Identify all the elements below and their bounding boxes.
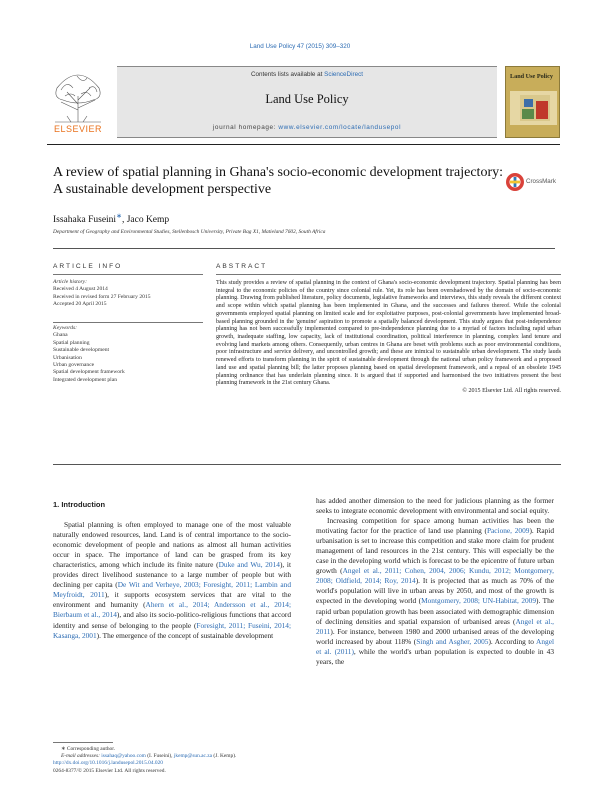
elsevier-wordmark: ELSEVIER (53, 124, 103, 134)
email-label: E-mail addresses: (61, 753, 102, 760)
homepage-link[interactable]: www.elsevier.com/locate/landusepol (278, 124, 402, 131)
article-info-heading: ARTICLE INFO (53, 263, 123, 270)
abstract-body (216, 280, 561, 396)
citation-link[interactable]: Duke and Wu, 2014 (218, 560, 280, 570)
body-paragraph (53, 520, 291, 641)
keyword-item: Spatial planning (53, 339, 90, 346)
citation-link[interactable]: De Wit and Verheye, 2003; Foresight, 2011; Lambin and Meyfroidt, 2011 (53, 580, 291, 600)
citation-link[interactable]: Montgomery, 2008; UN-Habitat, 2009 (421, 596, 537, 606)
email-link[interactable]: jkemp@sun.ac.za (173, 753, 213, 760)
body-paragraph-continued: has added another dimension to the need for judicious planning as the former seeks to integrate economic development with environmental and social equity. (316, 496, 554, 516)
title-rule (53, 248, 555, 249)
elsevier-tree-icon (47, 66, 109, 124)
text-run: ), and also its socio-politico-religious functions that accord identity and sense of belonging to the people ( (53, 610, 291, 630)
journal-title: Land Use Policy (265, 92, 349, 106)
keyword-item: Ghana (53, 332, 68, 339)
citation-link[interactable]: Ahern et al., 2014; Andersson et al., 2014; Bierbaum et al., 2014 (53, 600, 291, 620)
keywords-label: Keywords: (53, 325, 78, 331)
abstract-copyright: © 2015 Elsevier Ltd. All rights reserved. (462, 388, 561, 395)
author-name: Jaco Kemp (126, 215, 170, 226)
article-history (53, 279, 203, 309)
homepage-prefix: journal homepage: (212, 124, 279, 131)
body-paragraph (316, 516, 554, 667)
keyword-item: Sustainable development (53, 347, 110, 354)
issn-line: 0264-8377/© 2015 Elsevier Ltd. All rights reserved. (53, 767, 166, 774)
abstract-heading: ABSTRACT (216, 263, 268, 270)
text-run: ), it provides direct livelihood sustenance to a large number of people but with declining per capita ( (53, 560, 292, 590)
email-link[interactable]: issahaq@yahoo.com (101, 753, 146, 760)
keywords-list (53, 325, 203, 384)
email-line (53, 753, 293, 760)
article-title: A review of spatial planning in Ghana's socio-economic development trajectory: A sustainable development perspective (53, 165, 503, 197)
text-run: ), it supports ecosystem services that are vital to the environment and humanity ( (53, 590, 291, 610)
body-column-left (53, 500, 291, 641)
text-run: ). For instance, between 1980 and 2000 urbanised areas of the developing world increased by about 118% ( (316, 626, 554, 646)
crossmark-label: CrossMark (526, 178, 556, 185)
citation-link[interactable]: Angel et al. (2011) (316, 636, 554, 656)
journal-homepage (117, 124, 497, 131)
citation-link[interactable]: Angel et al., 2011; Cohen, 2004, 2006; Kundu, 2012; Montgomery, 2008; Oldfield, 2014; Roy, 2014 (316, 566, 554, 586)
cover-landscape-icon (520, 95, 550, 121)
email-suffix: (J. Kemp). (212, 753, 237, 760)
citation-link[interactable]: Foresight, 2011; Fuseini, 2014; Kasanga, 2001 (53, 620, 292, 640)
cover-title: Land Use Policy (510, 73, 553, 80)
contents-availability (117, 71, 497, 78)
history-item: Received 4 August 2014 (53, 286, 108, 293)
text-run: Spatial planning is often employed to manage one of the most valuable naturally endowed resources, land. Land is of central importance to the socio-economic development of people and nations as almost all human activities occur in space. The importance of land can be grasped from its key characteristics, among which include its finite nature ( (53, 520, 291, 570)
text-run: ). The emergence of the concept of sustainable development (96, 630, 274, 640)
elsevier-logo (47, 66, 109, 138)
history-item: Received in revised form 27 February 2015 (53, 293, 151, 300)
citation-link[interactable]: Angel et al., 2011 (316, 616, 554, 636)
keyword-item: Integrated development plan (53, 376, 117, 383)
body-column-right (316, 496, 554, 667)
keyword-item: Urbanisation (53, 354, 82, 361)
keyword-item: Spatial development framework (53, 369, 125, 376)
text-run: Increasing competition for space among human activities has been the motivating factor for the practice of land use planning ( (316, 516, 554, 536)
citation-link[interactable]: Singh and Asgher, 2005 (416, 636, 489, 646)
crossmark-badge[interactable] (505, 172, 556, 192)
author-list (53, 212, 169, 225)
contents-prefix: Contents lists available at (250, 71, 325, 78)
author-affiliation: Department of Geography and Environmental Studies, Stellenbosch University, Private Bag X1, Matieland 7602, South Africa (53, 229, 326, 235)
abstract-text: This study provides a review of spatial planning in the context of Ghana's socio-economic development trajectory. Spatial planning has been integral to the economic policies of the country since colonial rule. Yet, its role has been overshadowed by the domain of socio-economic planning. Drawing from published literature, policy documents, legislative frameworks and interviews, this study reveals the different context and scope within which spatial planning has been implemented in Ghana, and the successes and failures thereof. While the colonial governments employed spatial planning on limited scale and for exploitative purposes, post-colonial governments have implemented broad-based planning grounded in the 'genuine' aspiration to promote a spatially balanced development. This study argues that post-independence planning has not been successfully implemented compared to pre-independence planning due to a myriad of factors including rapid urban growth, inadequate staffing, low capacity, lack of institutional coordination, political interference in planning, complex land tenure and evolving land markets among others. Consequently, urban centres in Ghana are beset with problems such as poor environmental conditions, poor infrastructure and service delivery, and uncontrolled growth; and these are inimical to sustainable urban development. The study lauds renewed efforts to transform planning in the spirit of sustainable development through the national urban policy framework and a proposed land use and spatial planning bill; the latter proposes planning based on spatial development framework, and a repeal of an obsolete 1945 planning ordinance that has underlain planning since. It is argued that if supported and harmonised the two initiatives present the best planning framework in the 21st century Ghana. (216, 280, 561, 387)
text-run: , while the world's urban population is expected to double in 43 years, the (316, 646, 554, 666)
journal-citation[interactable]: Land Use Policy 47 (2015) 309–320 (249, 43, 351, 50)
abstract-end-rule (53, 464, 561, 465)
author-name: Issahaka Fuseini (53, 215, 117, 226)
keywords-rule (53, 322, 203, 323)
sciencedirect-link[interactable]: ScienceDirect (324, 71, 363, 78)
keyword-item: Urban governance (53, 362, 95, 369)
corresponding-author-marker[interactable]: ∗ (116, 212, 122, 220)
footnote-block (53, 746, 293, 775)
article-info-rule (53, 274, 203, 275)
doi-link[interactable]: http://dx.doi.org/10.1016/j.landusepol.2015.04.020 (53, 760, 163, 767)
header-rule (47, 144, 560, 145)
text-run: ). Rapid urbanisation is set to increase this competition and stake more claim for prudent management of land resources in the 21st century. This will especially be the case in the developing world which is forecast to be the epicentre of future urban growth ( (316, 526, 554, 576)
corresponding-author-note: ∗ Corresponding author. (61, 746, 116, 752)
citation-link[interactable]: Pacione, 2009 (486, 526, 530, 536)
text-run: ). It is projected that as much as 70% of the world's population will live in urban areas by 2050, and most of the growth is expected in the developing world ( (316, 576, 554, 606)
crossmark-icon (505, 172, 525, 192)
text-run: ). The rapid urban population growth has been associated with demographic dimension of declining densities and spatial expansion of urbanised areas ( (316, 596, 555, 626)
section-heading: 1. Introduction (53, 500, 106, 509)
text-run: ). According to (488, 636, 537, 646)
abstract-rule (216, 274, 561, 275)
email-suffix: (I. Fuseini), (145, 753, 174, 760)
author-separator: , (121, 215, 127, 226)
history-label: Article history: (53, 279, 88, 285)
journal-cover (505, 66, 560, 138)
journal-masthead (47, 66, 560, 138)
masthead-banner (117, 66, 497, 138)
footnote-rule (53, 742, 113, 743)
history-item: Accepted 20 April 2015 (53, 301, 107, 308)
